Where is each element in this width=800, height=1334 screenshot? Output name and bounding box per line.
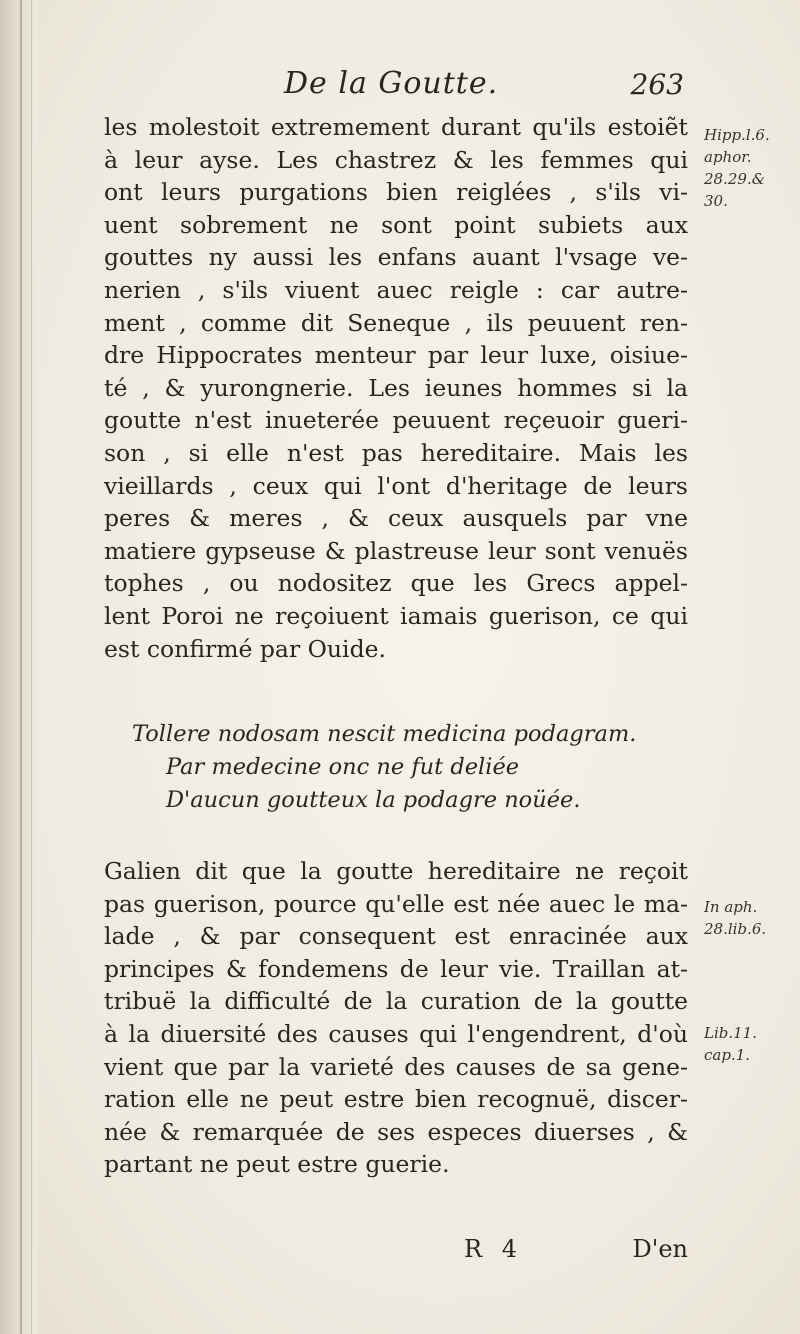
text-line: à leur ayse. Les chastrez & les femmes qui bbox=[104, 145, 688, 174]
text-line: tribuë la difficulté de la curation de la goutte bbox=[104, 987, 688, 1016]
text-line: née & remarquée de ses especes diuerses , & bbox=[104, 1117, 688, 1146]
text-line: principes & fondemens de leur vie. Traillan at- bbox=[104, 954, 688, 983]
paragraph-2 bbox=[104, 855, 688, 1181]
binding-gutter bbox=[0, 0, 38, 1334]
text-line: est confirmé par Ouide. bbox=[104, 634, 386, 663]
margin-note-galien bbox=[704, 896, 796, 940]
text-line: goutte n'est inueterée peuuent reçeuoir gueri- bbox=[104, 406, 688, 435]
page-number: 263 bbox=[630, 68, 684, 101]
text-line: ont leurs purgations bien reiglées , s'ils vi- bbox=[104, 178, 688, 207]
verse-quotation bbox=[132, 718, 692, 817]
text-line: nerien , s'ils viuent auec reigle : car autre- bbox=[104, 275, 688, 304]
text-line: vient que par la varieté des causes de sa gene- bbox=[104, 1052, 688, 1081]
margin-note-line: 30. bbox=[704, 192, 728, 210]
text-line: lent Poroi ne reçoiuent iamais guerison, ce qui bbox=[104, 601, 688, 630]
paragraph-1 bbox=[104, 111, 688, 665]
verse-line-latin: Tollere nodosam nescit medicina podagram. bbox=[132, 721, 637, 747]
verse-line: D'aucun goutteux la podagre noüée. bbox=[166, 787, 581, 813]
margin-note-line: 28.lib.6. bbox=[704, 920, 767, 938]
text-line: uent sobrement ne sont point subiets aux bbox=[104, 210, 688, 239]
text-line: les molestoit extremement durant qu'ils estoiẽt bbox=[104, 113, 688, 141]
text-line: dre Hippocrates menteur par leur luxe, oisiue- bbox=[104, 341, 688, 370]
margin-note-line: Hipp.l.6. bbox=[704, 126, 770, 144]
text-line: partant ne peut estre guerie. bbox=[104, 1150, 450, 1179]
margin-note-line: aphor. bbox=[704, 148, 752, 166]
text-line: tophes , ou nodositez que les Grecs appel- bbox=[104, 569, 688, 598]
signature-mark: R 4 bbox=[464, 1235, 523, 1263]
running-head bbox=[104, 66, 684, 110]
margin-note-line: 28.29.& bbox=[704, 170, 766, 188]
text-line: ration elle ne peut estre bien recognuë, discer- bbox=[104, 1085, 688, 1114]
margin-note-line: Lib.11. bbox=[704, 1024, 757, 1042]
text-line: Galien dit que la goutte hereditaire ne reçoit bbox=[104, 857, 688, 885]
margin-note-line: cap.1. bbox=[704, 1046, 751, 1064]
gutter-shadow-line bbox=[20, 0, 22, 1334]
margin-note-hippocrates bbox=[704, 124, 796, 212]
text-line: lade , & par consequent est enracinée aux bbox=[104, 922, 688, 951]
text-line: vieillards , ceux qui l'ont d'heritage de leurs bbox=[104, 471, 688, 500]
text-line: ment , comme dit Seneque , ils peuuent ren- bbox=[104, 308, 688, 337]
running-title: De la Goutte. bbox=[284, 66, 499, 101]
margin-note-traillan bbox=[704, 1022, 796, 1066]
text-line: son , si elle n'est pas hereditaire. Mais les bbox=[104, 438, 688, 467]
catchword: D'en bbox=[632, 1235, 688, 1263]
text-line: pas guerison, pource qu'elle est née auec le ma- bbox=[104, 889, 688, 918]
gutter-shadow-line bbox=[31, 0, 32, 1334]
page-footer bbox=[104, 1235, 688, 1269]
text-line: matiere gypseuse & plastreuse leur sont venuës bbox=[104, 536, 688, 565]
text-line: peres & meres , & ceux ausquels par vne bbox=[104, 504, 688, 533]
verse-line: Par medecine onc ne fut deliée bbox=[166, 754, 520, 780]
margin-note-line: In aph. bbox=[704, 898, 758, 916]
text-line: gouttes ny aussi les enfans auant l'vsage ve- bbox=[104, 243, 688, 272]
text-line: à la diuersité des causes qui l'engendrent, d'où bbox=[104, 1019, 688, 1048]
text-line: té , & yurongnerie. Les ieunes hommes si la bbox=[104, 373, 688, 402]
